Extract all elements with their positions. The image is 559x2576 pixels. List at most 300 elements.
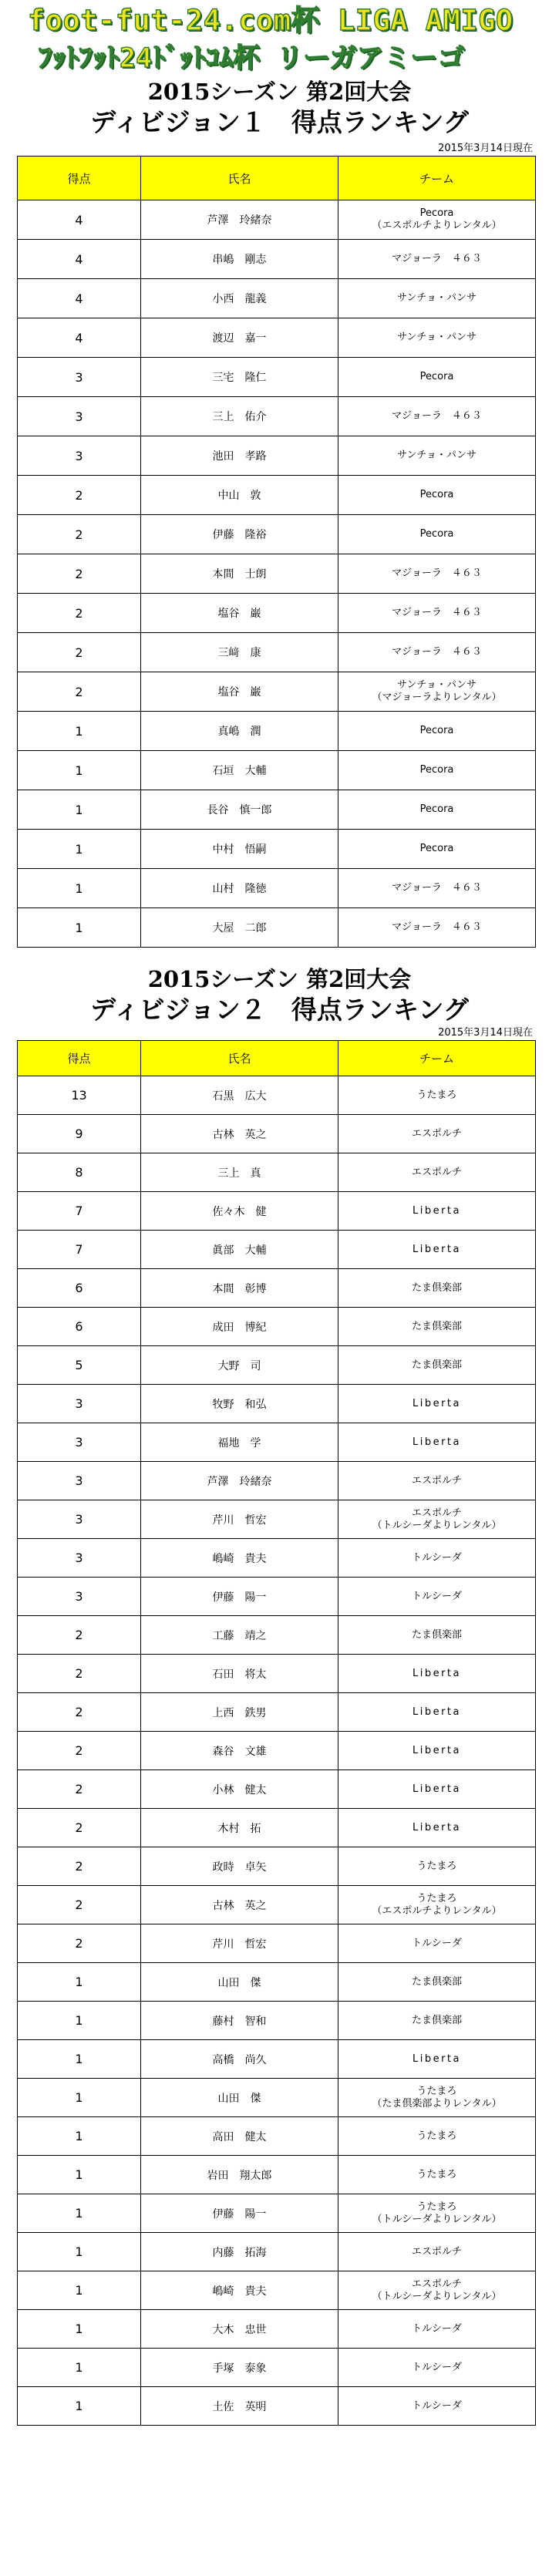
- player-name-cell: 塩谷 巌: [141, 594, 338, 633]
- player-name-cell: 工藤 靖之: [141, 1616, 338, 1655]
- points-cell: 2: [18, 515, 141, 554]
- team-rental-note: （エスポルチよりレンタル）: [372, 1904, 502, 1917]
- division2-title-line2: ディビジョン２ 得点ランキング: [90, 995, 469, 1025]
- table-row: [18, 318, 536, 358]
- points-cell: 2: [18, 672, 141, 712]
- table-row: [18, 1770, 536, 1809]
- team-cell: [338, 1346, 536, 1385]
- player-name-cell: 小林 健太: [141, 1770, 338, 1809]
- table-row: [18, 2040, 536, 2079]
- team-cell: [338, 397, 536, 436]
- player-name-cell: 手塚 泰象: [141, 2349, 338, 2387]
- player-name-cell: 藤村 智和: [141, 2002, 338, 2040]
- player-name-cell: 土佐 英明: [141, 2387, 338, 2426]
- player-name-cell: 山田 傑: [141, 2079, 338, 2117]
- team-cell: [338, 1192, 536, 1231]
- team-name: Liberta: [412, 1397, 461, 1409]
- points-cell: 8: [18, 1153, 141, 1192]
- team-name: マジョーラ ４６３: [392, 882, 482, 894]
- team-cell: [338, 1924, 536, 1963]
- header-name: 氏名: [141, 1041, 338, 1076]
- table-row: [18, 751, 536, 790]
- team-cell: [338, 436, 536, 476]
- player-name-cell: 大木 忠世: [141, 2310, 338, 2349]
- table-row: [18, 1269, 536, 1308]
- table-row: [18, 1732, 536, 1770]
- team-cell: [338, 2156, 536, 2194]
- team-name: トルシーダ: [412, 1590, 462, 1602]
- player-name-cell: 古林 英之: [141, 1115, 338, 1153]
- team-name: Liberta: [412, 1706, 461, 1718]
- team-name: サンチョ・パンサ: [397, 332, 476, 343]
- team-cell: [338, 1655, 536, 1693]
- team-cell: [338, 1500, 536, 1539]
- banner-title-jp: ﾌｯﾄﾌｯﾄ24ﾄﾞｯﾄｺﾑ杯 リーガアミーゴ: [39, 43, 465, 74]
- team-name: たま倶楽部: [411, 1975, 462, 1988]
- team-cell: [338, 1809, 536, 1847]
- player-name-cell: 小西 龍義: [141, 279, 338, 318]
- points-cell: 3: [18, 1462, 141, 1500]
- team-name: Pecora: [419, 803, 454, 815]
- division1-title-line2: ディビジョン１ 得点ランキング: [90, 107, 469, 137]
- team-name: Pecora: [419, 843, 454, 854]
- points-cell: 2: [18, 554, 141, 594]
- points-cell: 1: [18, 2387, 141, 2426]
- points-cell: 2: [18, 633, 141, 672]
- player-name-cell: 三﨑 康: [141, 633, 338, 672]
- header-points: 得点: [18, 157, 141, 200]
- points-cell: 3: [18, 1539, 141, 1578]
- player-name-cell: 上西 鉄男: [141, 1693, 338, 1732]
- team-cell: [338, 1076, 536, 1115]
- team-cell: [338, 1115, 536, 1153]
- division2-as-of-date: 2015年3月14日現在: [438, 1027, 533, 1039]
- table-row: [18, 1192, 536, 1231]
- team-cell: [338, 1269, 536, 1308]
- team-cell: [338, 2233, 536, 2271]
- points-cell: 1: [18, 751, 141, 790]
- player-name-cell: 芹川 哲宏: [141, 1924, 338, 1963]
- division1-as-of-date: 2015年3月14日現在: [438, 143, 533, 154]
- points-cell: 4: [18, 279, 141, 318]
- player-name-cell: 大野 司: [141, 1346, 338, 1385]
- table-row: [18, 1231, 536, 1269]
- team-name: トルシーダ: [412, 2361, 462, 2373]
- team-name: エスポルチ: [411, 1507, 462, 1519]
- team-name: Liberta: [412, 1783, 461, 1795]
- team-cell: [338, 790, 536, 830]
- team-name: トルシーダ: [412, 1937, 462, 1949]
- points-cell: 2: [18, 1847, 141, 1886]
- player-name-cell: 真嶋 潤: [141, 712, 338, 751]
- table-row: [18, 397, 536, 436]
- points-cell: 1: [18, 908, 141, 948]
- table-row: [18, 672, 536, 712]
- table-row: [18, 1500, 536, 1539]
- points-cell: 2: [18, 1732, 141, 1770]
- table-row: [18, 1578, 536, 1616]
- team-name: エスポルチ: [411, 1166, 462, 1178]
- table-row: [18, 1346, 536, 1385]
- player-name-cell: 佐々木 健: [141, 1192, 338, 1231]
- points-cell: 3: [18, 397, 141, 436]
- table-row: [18, 2349, 536, 2387]
- team-name: うたまろ: [416, 2168, 457, 2180]
- player-name-cell: 嶋崎 貴夫: [141, 1539, 338, 1578]
- points-cell: 2: [18, 1809, 141, 1847]
- player-name-cell: 高橋 尚久: [141, 2040, 338, 2079]
- points-cell: 2: [18, 594, 141, 633]
- team-rental-note: （トルシーダよりレンタル）: [372, 1519, 502, 1531]
- team-name: サンチョ・パンサ: [397, 450, 476, 461]
- team-cell: [338, 1153, 536, 1192]
- team-cell: [338, 279, 536, 318]
- table-row: [18, 2194, 536, 2233]
- team-name: うたまろ: [416, 2085, 457, 2097]
- team-name: マジョーラ ４６３: [392, 253, 482, 264]
- player-name-cell: 成田 博紀: [141, 1308, 338, 1346]
- player-name-cell: 大屋 二郎: [141, 908, 338, 948]
- team-cell: [338, 594, 536, 633]
- table-row: [18, 1423, 536, 1462]
- points-cell: 7: [18, 1192, 141, 1231]
- team-name: エスポルチ: [411, 2245, 462, 2258]
- team-cell: [338, 1385, 536, 1423]
- team-cell: [338, 1539, 536, 1578]
- table-row: [18, 2079, 536, 2117]
- team-cell: [338, 1423, 536, 1462]
- points-cell: 1: [18, 2349, 141, 2387]
- points-cell: 1: [18, 2194, 141, 2233]
- player-name-cell: 石田 将太: [141, 1655, 338, 1693]
- points-cell: 1: [18, 1963, 141, 2002]
- team-cell: [338, 672, 536, 712]
- player-name-cell: 中山 敦: [141, 476, 338, 515]
- team-name: エスポルチ: [411, 2278, 462, 2290]
- player-name-cell: 高田 健太: [141, 2117, 338, 2156]
- header-team: チーム: [338, 157, 536, 200]
- team-cell: [338, 2271, 536, 2310]
- division2-title: [0, 965, 559, 1026]
- player-name-cell: 伊藤 陽一: [141, 2194, 338, 2233]
- player-name-cell: 山村 隆徳: [141, 869, 338, 908]
- team-name: マジョーラ ４６３: [392, 921, 482, 933]
- team-cell: [338, 2310, 536, 2349]
- player-name-cell: 芦澤 玲緒奈: [141, 200, 338, 240]
- table-row: [18, 1153, 536, 1192]
- table-row: [18, 1462, 536, 1500]
- team-name: マジョーラ ４６３: [392, 410, 482, 422]
- table-row: [18, 1385, 536, 1423]
- points-cell: 1: [18, 2117, 141, 2156]
- team-rental-note: （トルシーダよりレンタル）: [372, 2290, 502, 2302]
- player-name-cell: 塩谷 巌: [141, 672, 338, 712]
- points-cell: 6: [18, 1308, 141, 1346]
- team-cell: [338, 1886, 536, 1924]
- player-name-cell: 芦澤 玲緒奈: [141, 1462, 338, 1500]
- points-cell: 1: [18, 2002, 141, 2040]
- header-points: 得点: [18, 1041, 141, 1076]
- team-name: たま倶楽部: [411, 1320, 462, 1332]
- table-row: [18, 1886, 536, 1924]
- team-rental-note: （たま倶楽部よりレンタル）: [372, 2097, 502, 2110]
- table-row: [18, 2233, 536, 2271]
- header-name: 氏名: [141, 157, 338, 200]
- team-name: Liberta: [412, 1436, 461, 1448]
- team-rental-note: （マジョーラよりレンタル）: [372, 692, 502, 703]
- table-header-row: [18, 157, 536, 200]
- table-row: [18, 515, 536, 554]
- team-name: うたまろ: [416, 1860, 457, 1872]
- division2-title-line1: 2015シーズン 第2回大会: [147, 966, 412, 992]
- team-cell: [338, 633, 536, 672]
- table-row: [18, 1115, 536, 1153]
- player-name-cell: 池田 孝路: [141, 436, 338, 476]
- division2-section: [0, 965, 559, 2426]
- team-name: Liberta: [412, 1744, 461, 1756]
- team-cell: [338, 1693, 536, 1732]
- points-cell: 3: [18, 358, 141, 397]
- team-cell: [338, 2040, 536, 2079]
- team-cell: [338, 830, 536, 869]
- points-cell: 1: [18, 2271, 141, 2310]
- team-cell: [338, 476, 536, 515]
- team-name: マジョーラ ４６３: [392, 646, 482, 658]
- points-cell: 2: [18, 1655, 141, 1693]
- team-name: うたまろ: [416, 2201, 457, 2213]
- table-row: [18, 1076, 536, 1115]
- team-name: たま倶楽部: [411, 2014, 462, 2026]
- table-row: [18, 1693, 536, 1732]
- header-team: チーム: [338, 1041, 536, 1076]
- table-row: [18, 1847, 536, 1886]
- points-cell: 13: [18, 1076, 141, 1115]
- table-row: [18, 358, 536, 397]
- team-cell: [338, 2349, 536, 2387]
- team-name: Pecora: [419, 489, 454, 500]
- player-name-cell: 三上 佑介: [141, 397, 338, 436]
- table-row: [18, 2387, 536, 2426]
- table-row: [18, 1963, 536, 2002]
- table-row: [18, 908, 536, 948]
- table-row: [18, 2117, 536, 2156]
- team-name: Liberta: [412, 1204, 461, 1217]
- team-name: Pecora: [419, 528, 454, 540]
- team-cell: [338, 2117, 536, 2156]
- team-name: エスポルチ: [411, 1474, 462, 1487]
- player-name-cell: 伊藤 陽一: [141, 1578, 338, 1616]
- team-cell: [338, 712, 536, 751]
- table-row: [18, 830, 536, 869]
- division1-title: [0, 77, 559, 139]
- player-name-cell: 石垣 大輔: [141, 751, 338, 790]
- team-cell: [338, 1462, 536, 1500]
- player-name-cell: 石黒 広大: [141, 1076, 338, 1115]
- points-cell: 1: [18, 2233, 141, 2271]
- table-row: [18, 2310, 536, 2349]
- points-cell: 1: [18, 2079, 141, 2117]
- banner-title-en: foot-fut-24.com杯 LIGA AMIGO: [28, 4, 514, 37]
- player-name-cell: 内藤 拓海: [141, 2233, 338, 2271]
- table-row: [18, 279, 536, 318]
- division1-title-line1: 2015シーズン 第2回大会: [147, 79, 412, 105]
- team-name: たま倶楽部: [411, 1628, 462, 1641]
- player-name-cell: 長谷 慎一郎: [141, 790, 338, 830]
- player-name-cell: 木村 拓: [141, 1809, 338, 1847]
- player-name-cell: 本間 士朗: [141, 554, 338, 594]
- table-row: [18, 200, 536, 240]
- division1-table-body: [18, 200, 536, 948]
- table-row: [18, 1308, 536, 1346]
- points-cell: 1: [18, 2310, 141, 2349]
- player-name-cell: 政時 卓矢: [141, 1847, 338, 1886]
- team-name: Liberta: [412, 1667, 461, 1679]
- team-cell: [338, 1963, 536, 2002]
- points-cell: 2: [18, 1924, 141, 1963]
- player-name-cell: 福地 学: [141, 1423, 338, 1462]
- team-name: サンチョ・パンサ: [397, 679, 476, 691]
- team-name: Pecora: [419, 725, 454, 736]
- team-cell: [338, 1231, 536, 1269]
- team-name: Pecora: [419, 371, 454, 382]
- team-rental-note: （トルシーダよりレンタル）: [372, 2213, 502, 2225]
- team-name: うたまろ: [416, 2130, 457, 2142]
- team-name: トルシーダ: [412, 2322, 462, 2335]
- player-name-cell: 芹川 哲宏: [141, 1500, 338, 1539]
- table-row: [18, 1616, 536, 1655]
- points-cell: 1: [18, 830, 141, 869]
- player-name-cell: 渡辺 嘉一: [141, 318, 338, 358]
- team-cell: [338, 908, 536, 948]
- points-cell: 1: [18, 2040, 141, 2079]
- banner: [0, 0, 559, 77]
- points-cell: 5: [18, 1346, 141, 1385]
- player-name-cell: 嶋崎 貴夫: [141, 2271, 338, 2310]
- table-row: [18, 2002, 536, 2040]
- table-row: [18, 554, 536, 594]
- player-name-cell: 森谷 文雄: [141, 1732, 338, 1770]
- team-cell: [338, 240, 536, 279]
- points-cell: 7: [18, 1231, 141, 1269]
- points-cell: 1: [18, 2156, 141, 2194]
- table-row: [18, 712, 536, 751]
- points-cell: 2: [18, 1770, 141, 1809]
- division2-table-body: [18, 1076, 536, 2426]
- table-row: [18, 1539, 536, 1578]
- table-row: [18, 594, 536, 633]
- player-name-cell: 山田 傑: [141, 1963, 338, 2002]
- team-name: トルシーダ: [412, 2399, 462, 2412]
- team-cell: [338, 1578, 536, 1616]
- points-cell: 3: [18, 1423, 141, 1462]
- points-cell: 2: [18, 476, 141, 515]
- team-cell: [338, 1308, 536, 1346]
- player-name-cell: 牧野 和弘: [141, 1385, 338, 1423]
- table-row: [18, 633, 536, 672]
- team-cell: [338, 2194, 536, 2233]
- team-cell: [338, 200, 536, 240]
- team-name: Pecora: [419, 764, 454, 776]
- team-cell: [338, 1770, 536, 1809]
- team-cell: [338, 1616, 536, 1655]
- team-name: マジョーラ ４６３: [392, 567, 482, 579]
- points-cell: 3: [18, 436, 141, 476]
- team-name: トルシーダ: [412, 1551, 462, 1564]
- team-cell: [338, 2002, 536, 2040]
- points-cell: 2: [18, 1886, 141, 1924]
- points-cell: 2: [18, 1616, 141, 1655]
- team-cell: [338, 1847, 536, 1886]
- team-name: たま倶楽部: [411, 1281, 462, 1294]
- points-cell: 4: [18, 318, 141, 358]
- player-name-cell: 三上 真: [141, 1153, 338, 1192]
- team-name: サンチョ・パンサ: [397, 292, 476, 304]
- team-cell: [338, 358, 536, 397]
- table-row: [18, 2156, 536, 2194]
- team-name: うたまろ: [416, 1089, 457, 1101]
- team-cell: [338, 318, 536, 358]
- team-name: マジョーラ ４６３: [392, 607, 482, 618]
- division2-ranking-table: [17, 1040, 536, 2426]
- points-cell: 9: [18, 1115, 141, 1153]
- points-cell: 1: [18, 790, 141, 830]
- team-name: Pecora: [419, 207, 454, 219]
- team-name: エスポルチ: [411, 1127, 462, 1140]
- team-cell: [338, 554, 536, 594]
- table-row: [18, 869, 536, 908]
- player-name-cell: 串嶋 剛志: [141, 240, 338, 279]
- points-cell: 4: [18, 240, 141, 279]
- points-cell: 4: [18, 200, 141, 240]
- table-row: [18, 1655, 536, 1693]
- team-name: Liberta: [412, 1821, 461, 1834]
- team-name: うたまろ: [416, 1892, 457, 1904]
- division1-section: [0, 77, 559, 948]
- team-cell: [338, 2387, 536, 2426]
- team-cell: [338, 751, 536, 790]
- points-cell: 1: [18, 712, 141, 751]
- table-row: [18, 240, 536, 279]
- team-cell: [338, 2079, 536, 2117]
- points-cell: 1: [18, 869, 141, 908]
- table-row: [18, 1924, 536, 1963]
- points-cell: 6: [18, 1269, 141, 1308]
- player-name-cell: 古林 英之: [141, 1886, 338, 1924]
- team-name: たま倶楽部: [411, 1359, 462, 1371]
- table-row: [18, 790, 536, 830]
- player-name-cell: 伊藤 隆裕: [141, 515, 338, 554]
- points-cell: 3: [18, 1500, 141, 1539]
- team-cell: [338, 869, 536, 908]
- team-cell: [338, 515, 536, 554]
- player-name-cell: 眞部 大輔: [141, 1231, 338, 1269]
- team-rental-note: （エスポルチよりレンタル）: [372, 220, 502, 231]
- player-name-cell: 中村 悟嗣: [141, 830, 338, 869]
- player-name-cell: 三宅 隆仁: [141, 358, 338, 397]
- team-name: Liberta: [412, 2052, 461, 2065]
- division1-ranking-table: [17, 156, 536, 948]
- points-cell: 3: [18, 1578, 141, 1616]
- team-cell: [338, 1732, 536, 1770]
- player-name-cell: 本間 彰博: [141, 1269, 338, 1308]
- player-name-cell: 岩田 翔太郎: [141, 2156, 338, 2194]
- team-name: Liberta: [412, 1243, 461, 1255]
- table-header-row: [18, 1041, 536, 1076]
- points-cell: 2: [18, 1693, 141, 1732]
- table-row: [18, 476, 536, 515]
- table-row: [18, 1809, 536, 1847]
- table-row: [18, 436, 536, 476]
